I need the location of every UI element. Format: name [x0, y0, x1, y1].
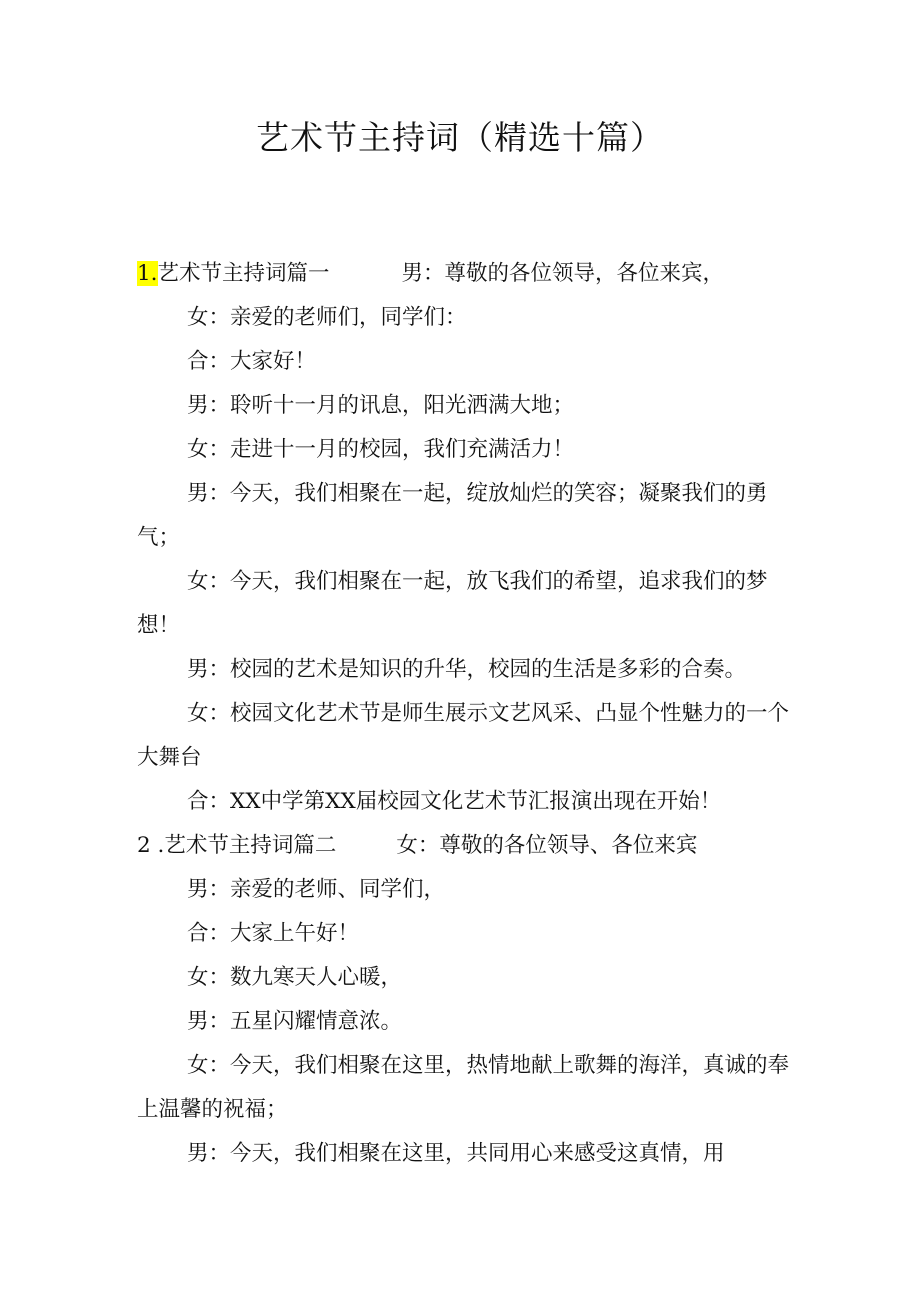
paragraph: 男：亲爱的老师、同学们，	[187, 877, 446, 902]
section-heading-2	[137, 824, 792, 868]
paragraph: 女：走进十一月的校园，我们充满活力！	[187, 437, 575, 462]
paragraph: 女：校园文化艺术节是师生展示文艺风采、凸显个性魅力的一个大舞台	[137, 701, 790, 770]
paragraph: 男：今天，我们相聚在这里，共同用心来感受这真情，用	[187, 1141, 725, 1166]
section-first-line: 男：尊敬的各位领导，各位来宾，	[401, 261, 725, 286]
paragraph: 合：大家上午好！	[187, 921, 360, 946]
section-first-line: 女：尊敬的各位领导、各位来宾	[396, 833, 698, 858]
section-heading-text: 艺术节主持词篇二	[164, 833, 337, 858]
section-heading-1	[137, 252, 792, 296]
section-heading-text: 艺术节主持词篇一	[157, 261, 330, 286]
document-title: 艺术节主持词（精选十篇）	[256, 118, 664, 157]
section-number-highlight: 1.	[137, 261, 158, 286]
paragraph: 男：五星闪耀情意浓。	[187, 1009, 403, 1034]
paragraph: 合：XX中学第XX届校园文化艺术节汇报演出现在开始！	[187, 789, 722, 814]
document-body	[137, 252, 792, 1176]
paragraph: 女：今天，我们相聚在一起，放飞我们的希望，追求我们的梦想！	[137, 569, 768, 638]
paragraph: 女：数九寒天人心暖，	[187, 965, 403, 990]
paragraph: 女：今天，我们相聚在这里，热情地献上歌舞的海洋，真诚的奉上温馨的祝福；	[137, 1053, 790, 1122]
paragraph: 女：亲爱的老师们，同学们：	[187, 305, 467, 330]
paragraph: 男：校园的艺术是知识的升华，校园的生活是多彩的合奏。	[187, 657, 747, 682]
paragraph: 男：聆听十一月的讯息，阳光洒满大地；	[187, 393, 575, 418]
section-number: 2 .	[137, 833, 165, 858]
paragraph: 男：今天，我们相聚在一起，绽放灿烂的笑容；凝聚我们的勇气；	[137, 481, 768, 550]
paragraph: 合：大家好！	[187, 349, 317, 374]
